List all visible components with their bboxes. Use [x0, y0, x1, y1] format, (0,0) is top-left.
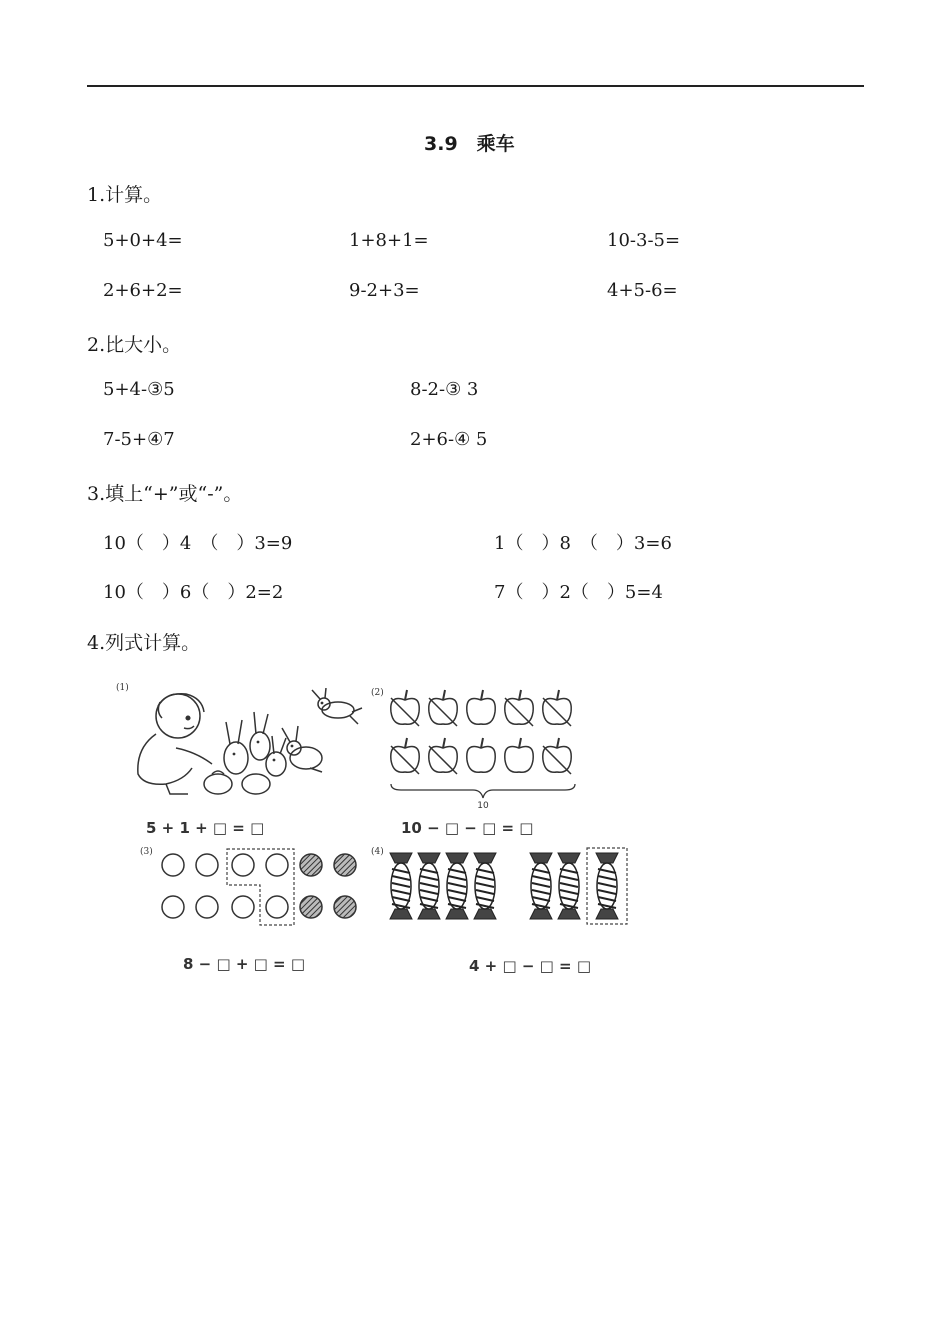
apple-crossed	[429, 738, 457, 774]
q3-expression: 10（ ）4 （ ）3=9	[103, 533, 293, 554]
apple-crossed	[429, 690, 457, 726]
panel-2-equation: 10 − □ − □ = □	[401, 819, 534, 837]
child-with-rabbits-illustration	[126, 688, 366, 800]
panel-4-tag: (4)	[371, 847, 384, 857]
apple	[467, 738, 495, 772]
q2-comparison: 2+6-④ 5	[410, 429, 488, 450]
candy	[446, 853, 468, 919]
candy	[530, 853, 552, 919]
q1-expression: 5+0+4=	[103, 230, 183, 251]
q1-expression: 4+5-6=	[607, 280, 678, 301]
q4-heading: 4.列式计算。	[87, 632, 201, 654]
candy	[390, 853, 412, 919]
circles-illustration	[155, 845, 365, 927]
q1-expression: 10-3-5=	[607, 230, 681, 251]
apple-crossed	[543, 738, 571, 774]
panel-2-tag: (2)	[371, 688, 384, 698]
q3-expression: 7（ ）2（ ）5=4	[494, 582, 663, 603]
panel-3-tag: (3)	[140, 847, 153, 857]
page-title: 3.9 乘车	[424, 133, 515, 155]
q3-expression: 10（ ）6（ ）2=2	[103, 582, 284, 603]
q3-expression: 1（ ）8 （ ）3=6	[494, 533, 672, 554]
q2-comparison: 7-5+④7	[103, 429, 175, 450]
q2-comparison: 8-2-③ 3	[410, 379, 479, 400]
brace-label: 10	[477, 801, 489, 810]
panel-1-tag: (1)	[116, 683, 129, 693]
candy	[558, 853, 580, 919]
candy	[418, 853, 440, 919]
candy	[596, 853, 618, 919]
header-rule	[87, 85, 864, 87]
apple	[467, 690, 495, 724]
q1-expression: 1+8+1=	[349, 230, 429, 251]
q1-heading: 1.计算。	[87, 184, 163, 206]
panel-1-equation: 5 + 1 + □ = □	[146, 819, 265, 837]
q1-expression: 9-2+3=	[349, 280, 420, 301]
apple-crossed	[505, 690, 533, 726]
candies-illustration	[383, 845, 633, 927]
q2-heading: 2.比大小。	[87, 334, 182, 356]
panel-3-equation: 8 − □ + □ = □	[183, 955, 305, 973]
panel-4-equation: 4 + □ − □ = □	[469, 957, 591, 975]
apple-crossed	[391, 690, 419, 726]
q2-comparison: 5+4-③5	[103, 379, 175, 400]
q3-heading: 3.填上“+”或“-”。	[87, 483, 243, 505]
candy	[474, 853, 496, 919]
apple-crossed	[391, 738, 419, 774]
apple-crossed	[543, 690, 571, 726]
q1-expression: 2+6+2=	[103, 280, 183, 301]
apple	[505, 738, 533, 772]
apples-illustration	[385, 686, 585, 810]
